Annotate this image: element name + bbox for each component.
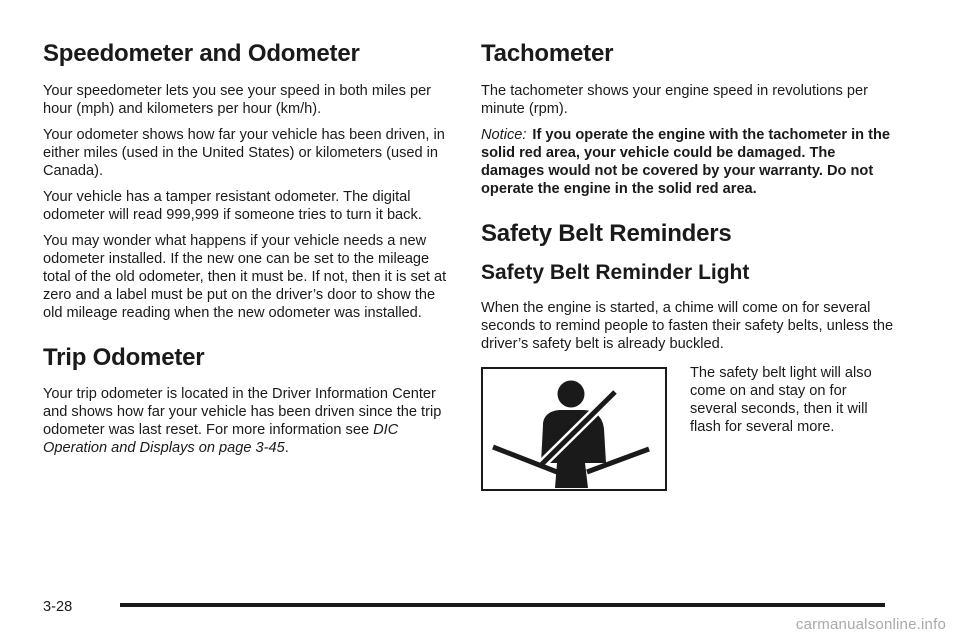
safety-belt-figure-row [481,367,901,502]
dic-cross-reference-link[interactable]: DIC Operation and Displays on page 3-45 [43,422,399,457]
tachometer-heading: Tachometer [481,40,614,67]
safety-belt-paragraph-2: The safety belt light will also come on and stay on for several seconds, then it will flash for several more. [690,365,872,436]
right-column [481,40,901,502]
safety-belt-icon-frame [481,367,667,491]
safety-belt-reminder-light-heading: Safety Belt Reminder Light [481,261,750,285]
notice-paragraph [481,126,901,198]
notice-body: If you operate the engine with the tachometer in the solid red area, your vehicle could be damaged. The damages would not be covered by your warranty. Do not operate the engine in the solid red area. [481,126,891,197]
trip-odometer-text: Your trip odometer is located in the Driver Information Center and shows how far your vehicle has been driven since the trip odometer was last reset. For more information see [43,386,442,439]
speedometer-paragraph-4: You may wonder what happens if your vehicle needs a new odometer installed. If the new one can be set to the mileage total of the old odometer, then it must be. If not, then it is set at zero and a label must be put on the driver’s door to show the old mileage reading when the new odometer was installed. [43,232,447,321]
safety-belt-icon [483,369,665,489]
footer-divider [120,603,885,607]
page-number: 3-28 [43,599,73,615]
safety-belt-reminders-heading: Safety Belt Reminders [481,219,732,247]
speedometer-odometer-heading: Speedometer and Odometer [43,40,360,67]
tachometer-paragraph: The tachometer shows your engine speed in revolutions per minute (rpm). [481,82,868,117]
speedometer-paragraph-1: Your speedometer lets you see your speed in both miles per hour (mph) and kilometers per hour (km/h). [43,82,432,117]
notice-label: Notice: [481,126,527,143]
speedometer-paragraph-2: Your odometer shows how far your vehicle has been driven, in either miles (used in the United States) or kilometers (used in Canada). [43,126,445,179]
trip-odometer-paragraph [43,385,448,457]
left-column [43,40,448,465]
watermark: carmanualsonline.info [795,616,946,633]
safety-belt-paragraph-1: When the engine is started, a chime will come on for several seconds to remind people to fasten their safety belts, unless the driver’s safety belt is already buckled. [481,300,894,353]
speedometer-paragraph-3: Your vehicle has a tamper resistant odometer. The digital odometer will read 999,999 if someone tries to turn it back. [43,188,422,223]
trip-odometer-heading: Trip Odometer [43,343,205,371]
trip-odometer-text-end: . [284,440,289,457]
